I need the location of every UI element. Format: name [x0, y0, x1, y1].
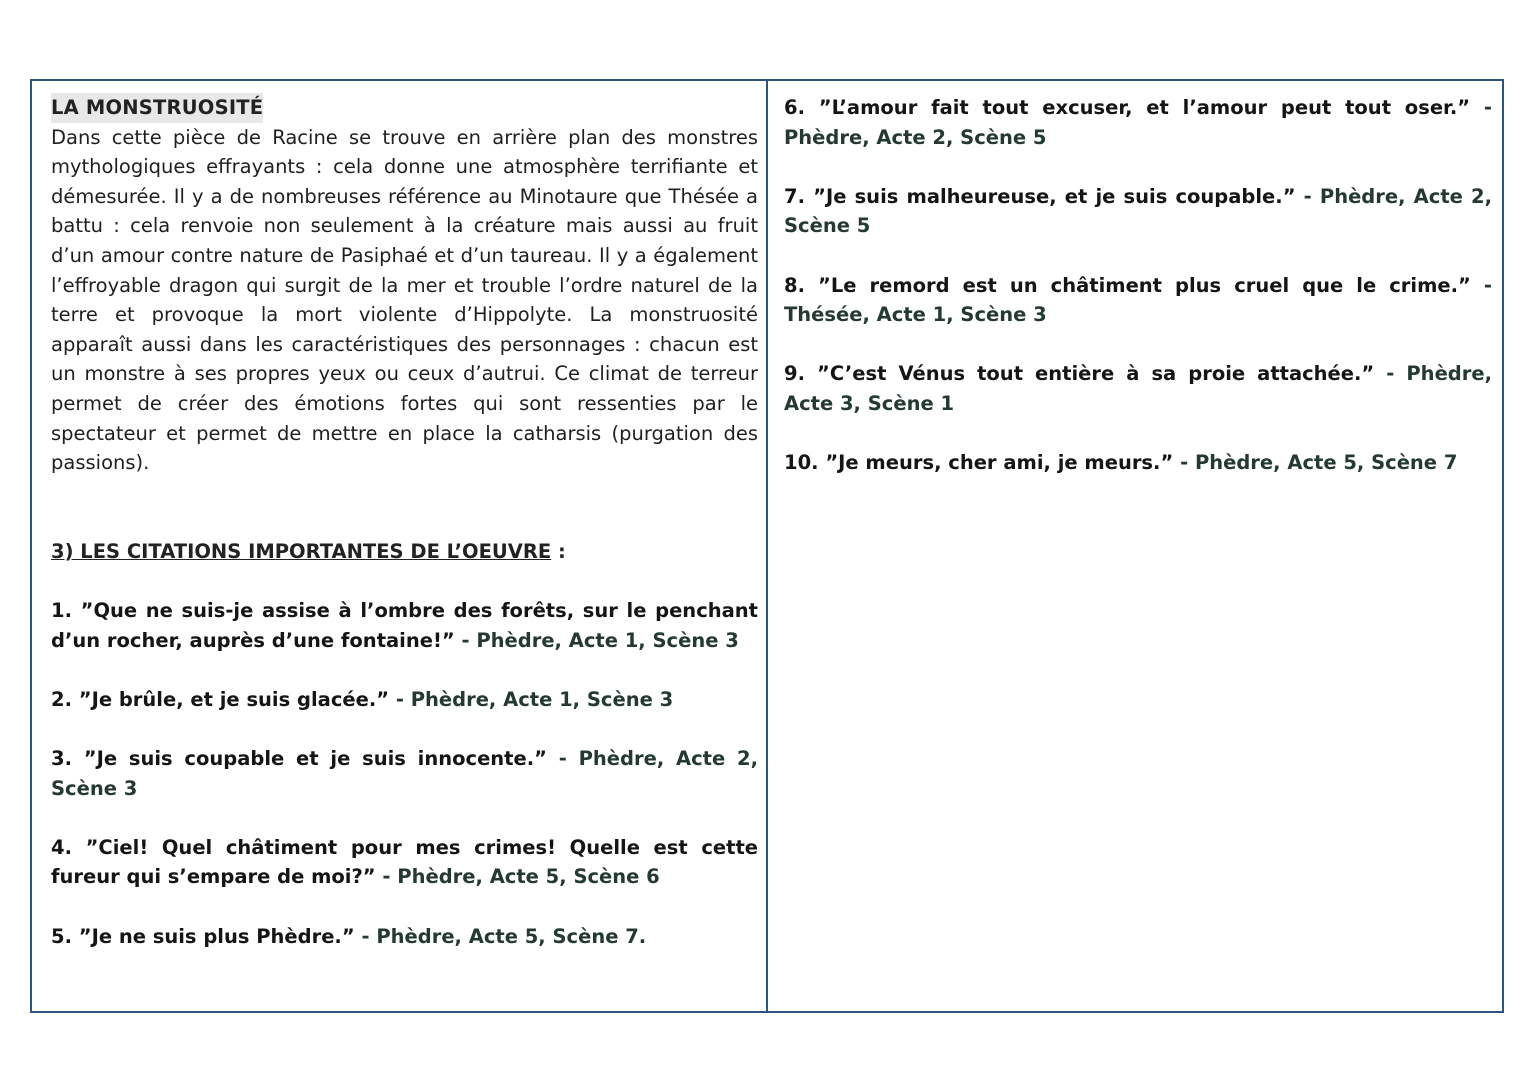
spacer: [51, 655, 758, 685]
quote-reference: - Phèdre, Acte 5, Scène 7: [1173, 451, 1458, 475]
quote-reference: - Thésée, Acte 1, Scène 3: [784, 273, 1492, 327]
quote-item: [51, 685, 758, 715]
quote-item: [51, 596, 758, 655]
section-title-wrapper: [51, 93, 758, 123]
spacer: [51, 803, 758, 833]
quote-reference: - Phèdre, Acte 2, Scène 5: [784, 184, 1492, 238]
quotes-heading: [51, 537, 758, 567]
quote-text: 10. ”Je meurs, cher ami, je meurs.”: [784, 451, 1174, 475]
quote-reference: - Phèdre, Acte 2, Scène 5: [784, 96, 1492, 149]
quote-item: [51, 744, 758, 803]
quote-text: 9. ”C’est Vénus tout entière à sa proie attachée.”: [784, 362, 1375, 386]
spacer: [51, 714, 758, 744]
quote-reference: - Phèdre, Acte 1, Scène 3: [454, 628, 739, 652]
quotes-heading-text: 3) LES CITATIONS IMPORTANTES DE L’OEUVRE: [51, 539, 552, 563]
quote-text: 5. ”Je ne suis plus Phèdre.”: [51, 924, 355, 948]
spacer: [51, 892, 758, 922]
quote-text: 3. ”Je suis coupable et je suis innocente.”: [51, 747, 547, 771]
quote-item: [784, 271, 1492, 330]
quote-reference: - Phèdre, Acte 1, Scène 3: [389, 687, 674, 711]
quote-reference: - Phèdre, Acte 5, Scène 6: [375, 865, 660, 889]
quote-text: 6. ”L’amour fait tout excuser, et l’amour peut tout oser.”: [784, 96, 1471, 119]
section-title: LA MONSTRUOSITÉ: [51, 93, 263, 123]
quote-text: 4. ”Ciel! Quel châtiment pour mes crimes! Quelle est cette fureur qui s’empare de moi?”: [51, 835, 758, 889]
quote-item: [784, 448, 1492, 478]
spacer: [51, 478, 758, 537]
spacer: [784, 419, 1492, 449]
quote-text: 7. ”Je suis malheureuse, et je suis coupable.”: [784, 184, 1296, 208]
quote-reference: - Phèdre, Acte 3, Scène 1: [784, 362, 1492, 415]
two-column-table: [30, 79, 1504, 1013]
quote-text: 2. ”Je brûle, et je suis glacée.”: [51, 687, 390, 711]
quotes-heading-suffix: :: [551, 539, 566, 563]
quote-item: [51, 922, 758, 952]
right-column: [768, 81, 1502, 1011]
monstrosity-paragraph: Dans cette pièce de Racine se trouve en arrière plan des monstres mythologiques effrayants : cela donne une atmosphère terrifiante et démesurée. Il y a de nombreuses référence au Minotaure que Thésée a battu : cela renvoie non seulement à la créature mais aussi au fruit d’un amour contre nature de Pasiphaé et d’un taureau. Il y a également l’effroyable dragon qui surgit de la mer et trouble l’ordre naturel de la terre et provoque la mort violente d’Hippolyte. La monstruosité apparaît aussi dans les caractéristiques des personnages : chacun est un monstre à ses propres yeux ou ceux d’autrui. Ce climat de terreur permet de créer des émotions fortes qui sont ressenties par le spectateur et permet de mettre en place la catharsis (purgation des passions).: [51, 125, 758, 475]
spacer: [784, 330, 1492, 360]
quote-item: [784, 93, 1492, 152]
quote-text: 1. ”Que ne suis-je assise à l’ombre des forêts, sur le penchant d’un rocher, auprès d’une fontaine!”: [51, 599, 758, 652]
quote-reference: - Phèdre, Acte 5, Scène 7.: [354, 924, 647, 948]
spacer: [784, 152, 1492, 182]
quote-text: 8. ”Le remord est un châtiment plus cruel que le crime.”: [784, 273, 1471, 297]
quote-item: [784, 359, 1492, 418]
left-column: [32, 81, 768, 1011]
spacer: [51, 567, 758, 597]
quote-reference: - Phèdre, Acte 2, Scène 3: [51, 747, 758, 800]
quote-item: [51, 833, 758, 892]
quote-item: [784, 182, 1492, 241]
spacer: [784, 241, 1492, 271]
